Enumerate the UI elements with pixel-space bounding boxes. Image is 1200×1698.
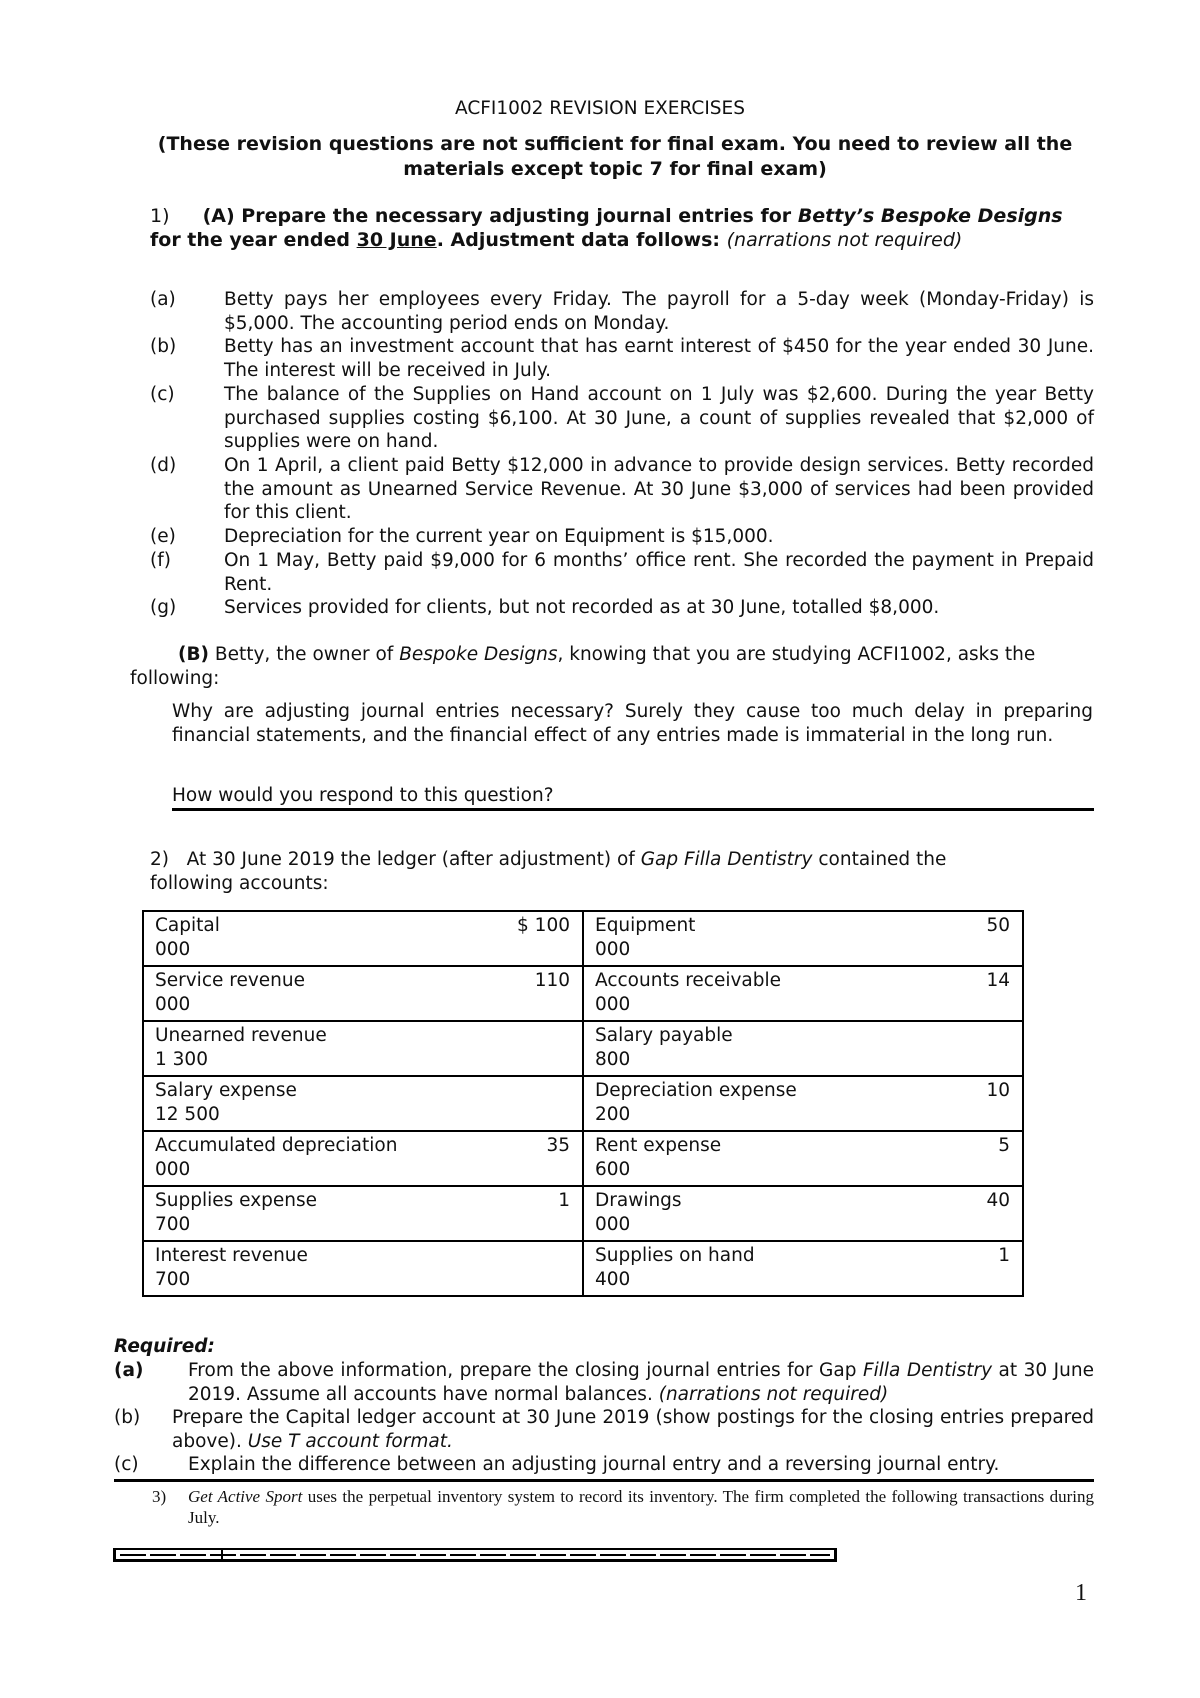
question-number: 1) bbox=[150, 205, 170, 227]
table-row bbox=[143, 1186, 1023, 1241]
part-b-text: Betty, the owner of bbox=[214, 644, 394, 665]
account-cell bbox=[583, 1186, 1023, 1241]
account-cell bbox=[143, 1076, 583, 1131]
account-name: Capital bbox=[155, 915, 220, 936]
requirement-c-text: Explain the difference between an adjusting journal entry and a reversing journal entry. bbox=[188, 1454, 1000, 1475]
item-text: The balance of the Supplies on Hand account on 1 July was $2,600. During the year Betty purchased supplies costing $6,100. At 30 June, a count of supplies revealed that $2,000 of supplies were on hand. bbox=[224, 384, 1094, 452]
account-amount-rest: 600 bbox=[595, 1158, 631, 1180]
item-letter: (e) bbox=[150, 526, 176, 547]
account-amount-rest: 12 500 bbox=[155, 1103, 220, 1125]
account-name: Drawings bbox=[595, 1190, 682, 1211]
requirement-text: Prepare the Capital ledger account at 30 June 2019 (show postings for the closing entries prepared above). bbox=[172, 1407, 1094, 1452]
account-name: Accounts receivable bbox=[595, 970, 782, 991]
requirement-text: at 30 June 2019. Assume all accounts have normal balances. bbox=[188, 1360, 1094, 1405]
table-fragment-divider bbox=[221, 1548, 223, 1560]
requirement-letter: (b) bbox=[114, 1407, 141, 1428]
account-amount-rest: 000 bbox=[595, 993, 631, 1015]
table-row bbox=[143, 1021, 1023, 1076]
company-name: Gap Filla Dentistry bbox=[640, 849, 813, 870]
account-amount-rest: 800 bbox=[595, 1048, 631, 1070]
account-amount: 14 bbox=[986, 970, 1010, 991]
question-1-intro bbox=[150, 205, 1070, 252]
account-amount-rest: 200 bbox=[595, 1103, 631, 1125]
account-amount: 5 bbox=[998, 1135, 1010, 1156]
table-fragment-border bbox=[120, 1554, 830, 1556]
account-amount: 1 bbox=[998, 1245, 1010, 1266]
question-number: 3) bbox=[152, 1487, 167, 1506]
table-row bbox=[143, 1131, 1023, 1186]
account-amount: 10 bbox=[986, 1080, 1010, 1101]
item-letter: (d) bbox=[150, 455, 177, 476]
item-letter: (a) bbox=[150, 289, 176, 310]
intro-text: At 30 June 2019 the ledger (after adjustment) of bbox=[186, 849, 635, 870]
account-amount: 40 bbox=[986, 1190, 1010, 1211]
account-amount-rest: 1 300 bbox=[155, 1048, 208, 1070]
account-cell bbox=[583, 1076, 1023, 1131]
account-amount: 50 bbox=[986, 915, 1010, 936]
question-prompt: How would you respond to this question? bbox=[172, 785, 554, 806]
item-letter: (c) bbox=[150, 384, 175, 405]
account-cell bbox=[583, 966, 1023, 1021]
account-cell bbox=[143, 966, 583, 1021]
account-amount-rest: 000 bbox=[595, 938, 631, 960]
item-letter: (b) bbox=[150, 336, 177, 357]
account-name: Service revenue bbox=[155, 970, 305, 991]
account-amount-rest: 000 bbox=[155, 1158, 191, 1180]
table-row bbox=[143, 1241, 1023, 1296]
narration-note: (narrations not required) bbox=[726, 228, 963, 251]
company-name: Bespoke Designs bbox=[399, 644, 558, 665]
question-2-intro bbox=[150, 848, 1030, 895]
item-letter: (g) bbox=[150, 597, 177, 618]
page-title: ACFI1002 REVISION EXERCISES bbox=[455, 98, 745, 119]
part-b-text: , knowing that you are studying ACFI1002, asks the following: bbox=[130, 644, 1036, 689]
question-text: uses the perpetual inventory system to record its inventory. The firm completed the following transactions during July. bbox=[188, 1487, 1095, 1527]
intro-text: contained the following accounts: bbox=[150, 849, 947, 894]
intro-text: . Adjustment data follows: bbox=[436, 228, 720, 251]
requirement-letter: (c) bbox=[114, 1454, 139, 1475]
account-name: Depreciation expense bbox=[595, 1080, 797, 1101]
company-name: Betty’s Bespoke Designs bbox=[797, 205, 1063, 227]
account-amount-rest: 400 bbox=[595, 1268, 631, 1290]
item-text: Services provided for clients, but not recorded as at 30 June, totalled $8,000. bbox=[224, 597, 940, 618]
page-number: 1 bbox=[1075, 1580, 1087, 1606]
account-name: Accumulated depreciation bbox=[155, 1135, 398, 1156]
account-amount: 35 bbox=[546, 1135, 570, 1156]
account-amount-rest: 700 bbox=[155, 1213, 191, 1235]
ledger-accounts-table bbox=[142, 910, 1024, 1297]
intro-text: for the year ended bbox=[150, 228, 350, 251]
account-name: Unearned revenue bbox=[155, 1025, 327, 1046]
account-name: Salary expense bbox=[155, 1080, 297, 1101]
table-fragment bbox=[113, 1548, 837, 1562]
item-text: On 1 April, a client paid Betty $12,000 in advance to provide design services. Betty recorded the amount as Unearned Service Revenue. At 30 June $3,000 of services had been provided for this client. bbox=[224, 455, 1094, 523]
company-name: Get Active Sport bbox=[188, 1487, 303, 1506]
account-amount: 110 bbox=[534, 970, 570, 991]
account-cell bbox=[143, 1131, 583, 1186]
account-cell bbox=[583, 1131, 1023, 1186]
table-row bbox=[143, 966, 1023, 1021]
account-amount-rest: 700 bbox=[155, 1268, 191, 1290]
section-divider bbox=[114, 1479, 1094, 1482]
table-row bbox=[143, 911, 1023, 966]
question-3-text bbox=[188, 1486, 1094, 1528]
requirement-a-text bbox=[188, 1359, 1094, 1406]
account-amount: 1 bbox=[558, 1190, 570, 1211]
account-amount-rest: 000 bbox=[155, 938, 191, 960]
requirement-b-text bbox=[172, 1406, 1094, 1453]
required-heading: Required: bbox=[114, 1336, 215, 1357]
requirement-letter: (a) bbox=[114, 1360, 144, 1381]
part-b-intro bbox=[130, 643, 1090, 690]
account-amount-rest: 000 bbox=[595, 1213, 631, 1235]
narration-note: (narrations not required) bbox=[658, 1383, 889, 1405]
intro-text: Prepare the necessary adjusting journal entries for bbox=[241, 205, 792, 227]
format-note: Use T account format. bbox=[247, 1430, 453, 1452]
account-name: Rent expense bbox=[595, 1135, 722, 1156]
account-cell bbox=[583, 1241, 1023, 1296]
account-name: Salary payable bbox=[595, 1025, 733, 1046]
part-label: (A) bbox=[202, 205, 235, 227]
requirement-text: From the above information, prepare the closing journal entries for Gap bbox=[188, 1360, 857, 1381]
account-name: Supplies expense bbox=[155, 1190, 318, 1211]
account-cell bbox=[143, 1021, 583, 1076]
account-cell bbox=[583, 1021, 1023, 1076]
year-end-date: 30 June bbox=[356, 228, 437, 251]
account-cell bbox=[143, 911, 583, 966]
question-number: 2) bbox=[150, 849, 169, 870]
account-name: Interest revenue bbox=[155, 1245, 308, 1266]
account-cell bbox=[143, 1241, 583, 1296]
item-text: Betty pays her employees every Friday. The payroll for a 5-day week (Monday-Friday) is $5,000. The accounting period ends on Monday. bbox=[224, 289, 1094, 334]
item-letter: (f) bbox=[150, 550, 171, 571]
account-cell bbox=[143, 1186, 583, 1241]
item-text: Betty has an investment account that has earnt interest of $450 for the year ended 30 June. The interest will be received in July. bbox=[224, 336, 1094, 381]
account-amount-rest: 000 bbox=[155, 993, 191, 1015]
account-name: Supplies on hand bbox=[595, 1245, 755, 1266]
section-divider bbox=[172, 808, 1094, 811]
account-cell bbox=[583, 911, 1023, 966]
account-amount: $ 100 bbox=[517, 915, 570, 936]
account-name: Equipment bbox=[595, 915, 696, 936]
part-label: (B) bbox=[178, 644, 210, 665]
owner-quote: Why are adjusting journal entries necessary? Surely they cause too much delay in preparing financial statements, and the financial effect of any entries made is immaterial in the long run. bbox=[172, 701, 1093, 746]
item-text: Depreciation for the current year on Equipment is $15,000. bbox=[224, 526, 774, 547]
page-subtitle: (These revision questions are not sufficient for final exam. You need to review all the materials except topic 7 for final exam) bbox=[157, 133, 1073, 180]
company-name: Filla Dentistry bbox=[862, 1360, 993, 1381]
item-text: On 1 May, Betty paid $9,000 for 6 months’ office rent. She recorded the payment in Prepaid Rent. bbox=[224, 550, 1094, 595]
table-row bbox=[143, 1076, 1023, 1131]
